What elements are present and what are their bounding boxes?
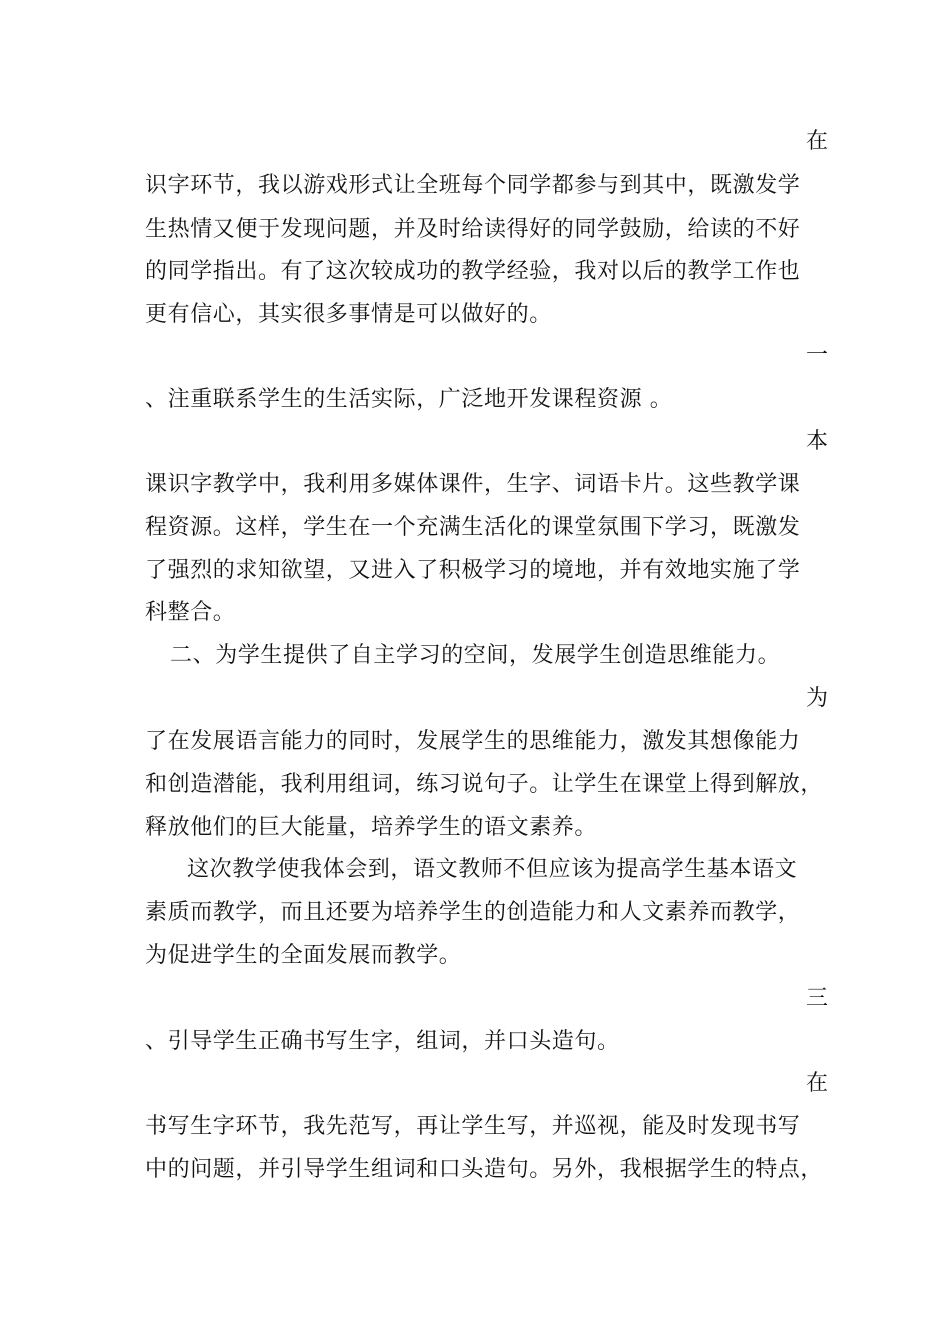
paragraph-line: 的同学指出。有了这次较成功的教学经验，我对以后的教学工作也 xyxy=(145,259,801,284)
line-orphan-char: 在 xyxy=(806,1071,829,1096)
line-orphan-char: 为 xyxy=(806,686,829,711)
paragraph-line: 中的问题，并引导学生组词和口头造句。另外，我根据学生的特点， xyxy=(145,1157,824,1182)
paragraph-line: 更有信心，其实很多事情是可以做好的。 xyxy=(145,302,552,327)
paragraph-line: 程资源。这样，学生在一个充满生活化的课堂氛围下学习，既激发 xyxy=(145,515,801,540)
paragraph-line: 和创造潜能，我利用组词，练习说句子。让学生在课堂上得到解放， xyxy=(145,772,824,797)
section-heading-line: 、注重联系学生的生活实际，广泛地开发课程资源 。 xyxy=(145,387,673,412)
section-heading-line: 二、为学生提供了自主学习的空间，发展学生创造思维能力。 xyxy=(170,643,781,668)
line-orphan-char: 三 xyxy=(806,986,829,1011)
line-orphan-char: 一 xyxy=(806,343,829,368)
line-orphan-char: 本 xyxy=(806,429,829,454)
paragraph-line: 科整合。 xyxy=(145,600,236,625)
paragraph-line: 这次教学使我体会到，语文教师不但应该为提高学生基本语文 xyxy=(187,857,798,882)
paragraph-line: 了在发展语言能力的同时，发展学生的思维能力，激发其想像能力 xyxy=(145,729,801,754)
paragraph-line: 为促进学生的全面发展而教学。 xyxy=(145,943,462,968)
line-orphan-char: 在 xyxy=(806,129,829,154)
paragraph-line: 素质而教学，而且还要为培养学生的创造能力和人文素养而教学， xyxy=(145,900,801,925)
paragraph-line: 课识字教学中，我利用多媒体课件，生字、词语卡片。这些教学课 xyxy=(145,472,801,497)
paragraph-line: 生热情又便于发现问题，并及时给读得好的同学鼓励，给读的不好 xyxy=(145,217,801,242)
section-heading-line: 、引导学生正确书写生字，组词，并口头造句。 xyxy=(145,1029,620,1054)
paragraph-line: 书写生字环节，我先范写，再让学生写，并巡视，能及时发现书写 xyxy=(145,1114,801,1139)
paragraph-line: 了强烈的求知欲望，又进入了积极学习的境地，并有效地实施了学 xyxy=(145,558,801,583)
paragraph-line: 识字环节，我以游戏形式让全班每个同学都参与到其中，既激发学 xyxy=(145,173,801,198)
paragraph-line: 释放他们的巨大能量，培养学生的语文素养。 xyxy=(145,815,598,840)
